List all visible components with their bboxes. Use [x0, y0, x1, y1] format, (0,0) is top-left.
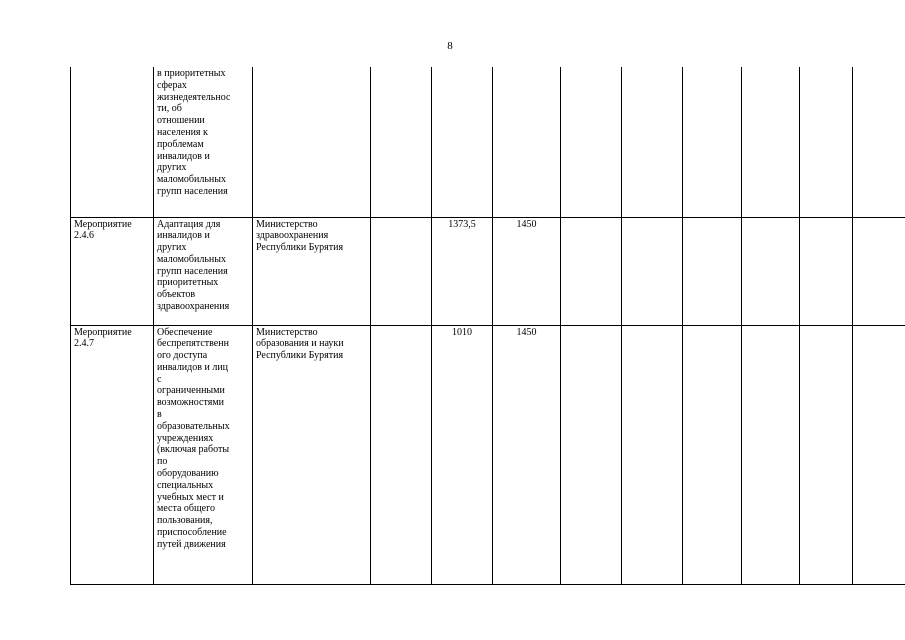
activities-table: [70, 67, 905, 585]
description-cell: в приоритетных сферах жизнедеятельнос ти, об отношении населения к проблемам инвалидов и других маломобильных групп населения: [154, 67, 253, 217]
empty-cell: [371, 217, 432, 325]
activity-cell: Мероприятие 2.4.7: [71, 325, 154, 584]
empty-cell: [371, 325, 432, 584]
executor-cell: Министерство здравоохранения Республики Бурятия: [253, 217, 371, 325]
empty-cell: [622, 67, 683, 217]
activity-cell: Мероприятие 2.4.6: [71, 217, 154, 325]
executor-cell: Министерство образования и науки Республики Бурятия: [253, 325, 371, 584]
empty-cell: [561, 67, 622, 217]
value-cell: 1450: [493, 217, 561, 325]
description-cell: Адаптация для инвалидов и других маломобильных групп населения приоритетных объектов здравоохранения: [154, 217, 253, 325]
empty-cell: [853, 67, 905, 217]
empty-cell: [853, 217, 905, 325]
empty-cell: [853, 325, 905, 584]
empty-cell: [683, 67, 742, 217]
empty-cell: [561, 325, 622, 584]
empty-cell: [742, 217, 800, 325]
activity-cell: [71, 67, 154, 217]
value-cell: [493, 67, 561, 217]
table-row: [71, 67, 905, 217]
empty-cell: [800, 217, 853, 325]
executor-cell: [253, 67, 371, 217]
value-cell: 1450: [493, 325, 561, 584]
empty-cell: [683, 325, 742, 584]
value-cell: 1373,5: [432, 217, 493, 325]
empty-cell: [742, 67, 800, 217]
empty-cell: [742, 325, 800, 584]
table-row: [71, 325, 905, 584]
empty-cell: [622, 325, 683, 584]
empty-cell: [683, 217, 742, 325]
description-cell: Обеспечение беспрепятственн ого доступа инвалидов и лиц с ограниченными возможностями в образовательных учреждениях (включая работы по оборудованию специальных учебных мест и места общего пользования, приспособление путей движения: [154, 325, 253, 584]
empty-cell: [371, 67, 432, 217]
page-number: 8: [447, 40, 453, 52]
empty-cell: [561, 217, 622, 325]
empty-cell: [800, 325, 853, 584]
table-row: [71, 217, 905, 325]
empty-cell: [622, 217, 683, 325]
value-cell: 1010: [432, 325, 493, 584]
value-cell: [432, 67, 493, 217]
empty-cell: [800, 67, 853, 217]
